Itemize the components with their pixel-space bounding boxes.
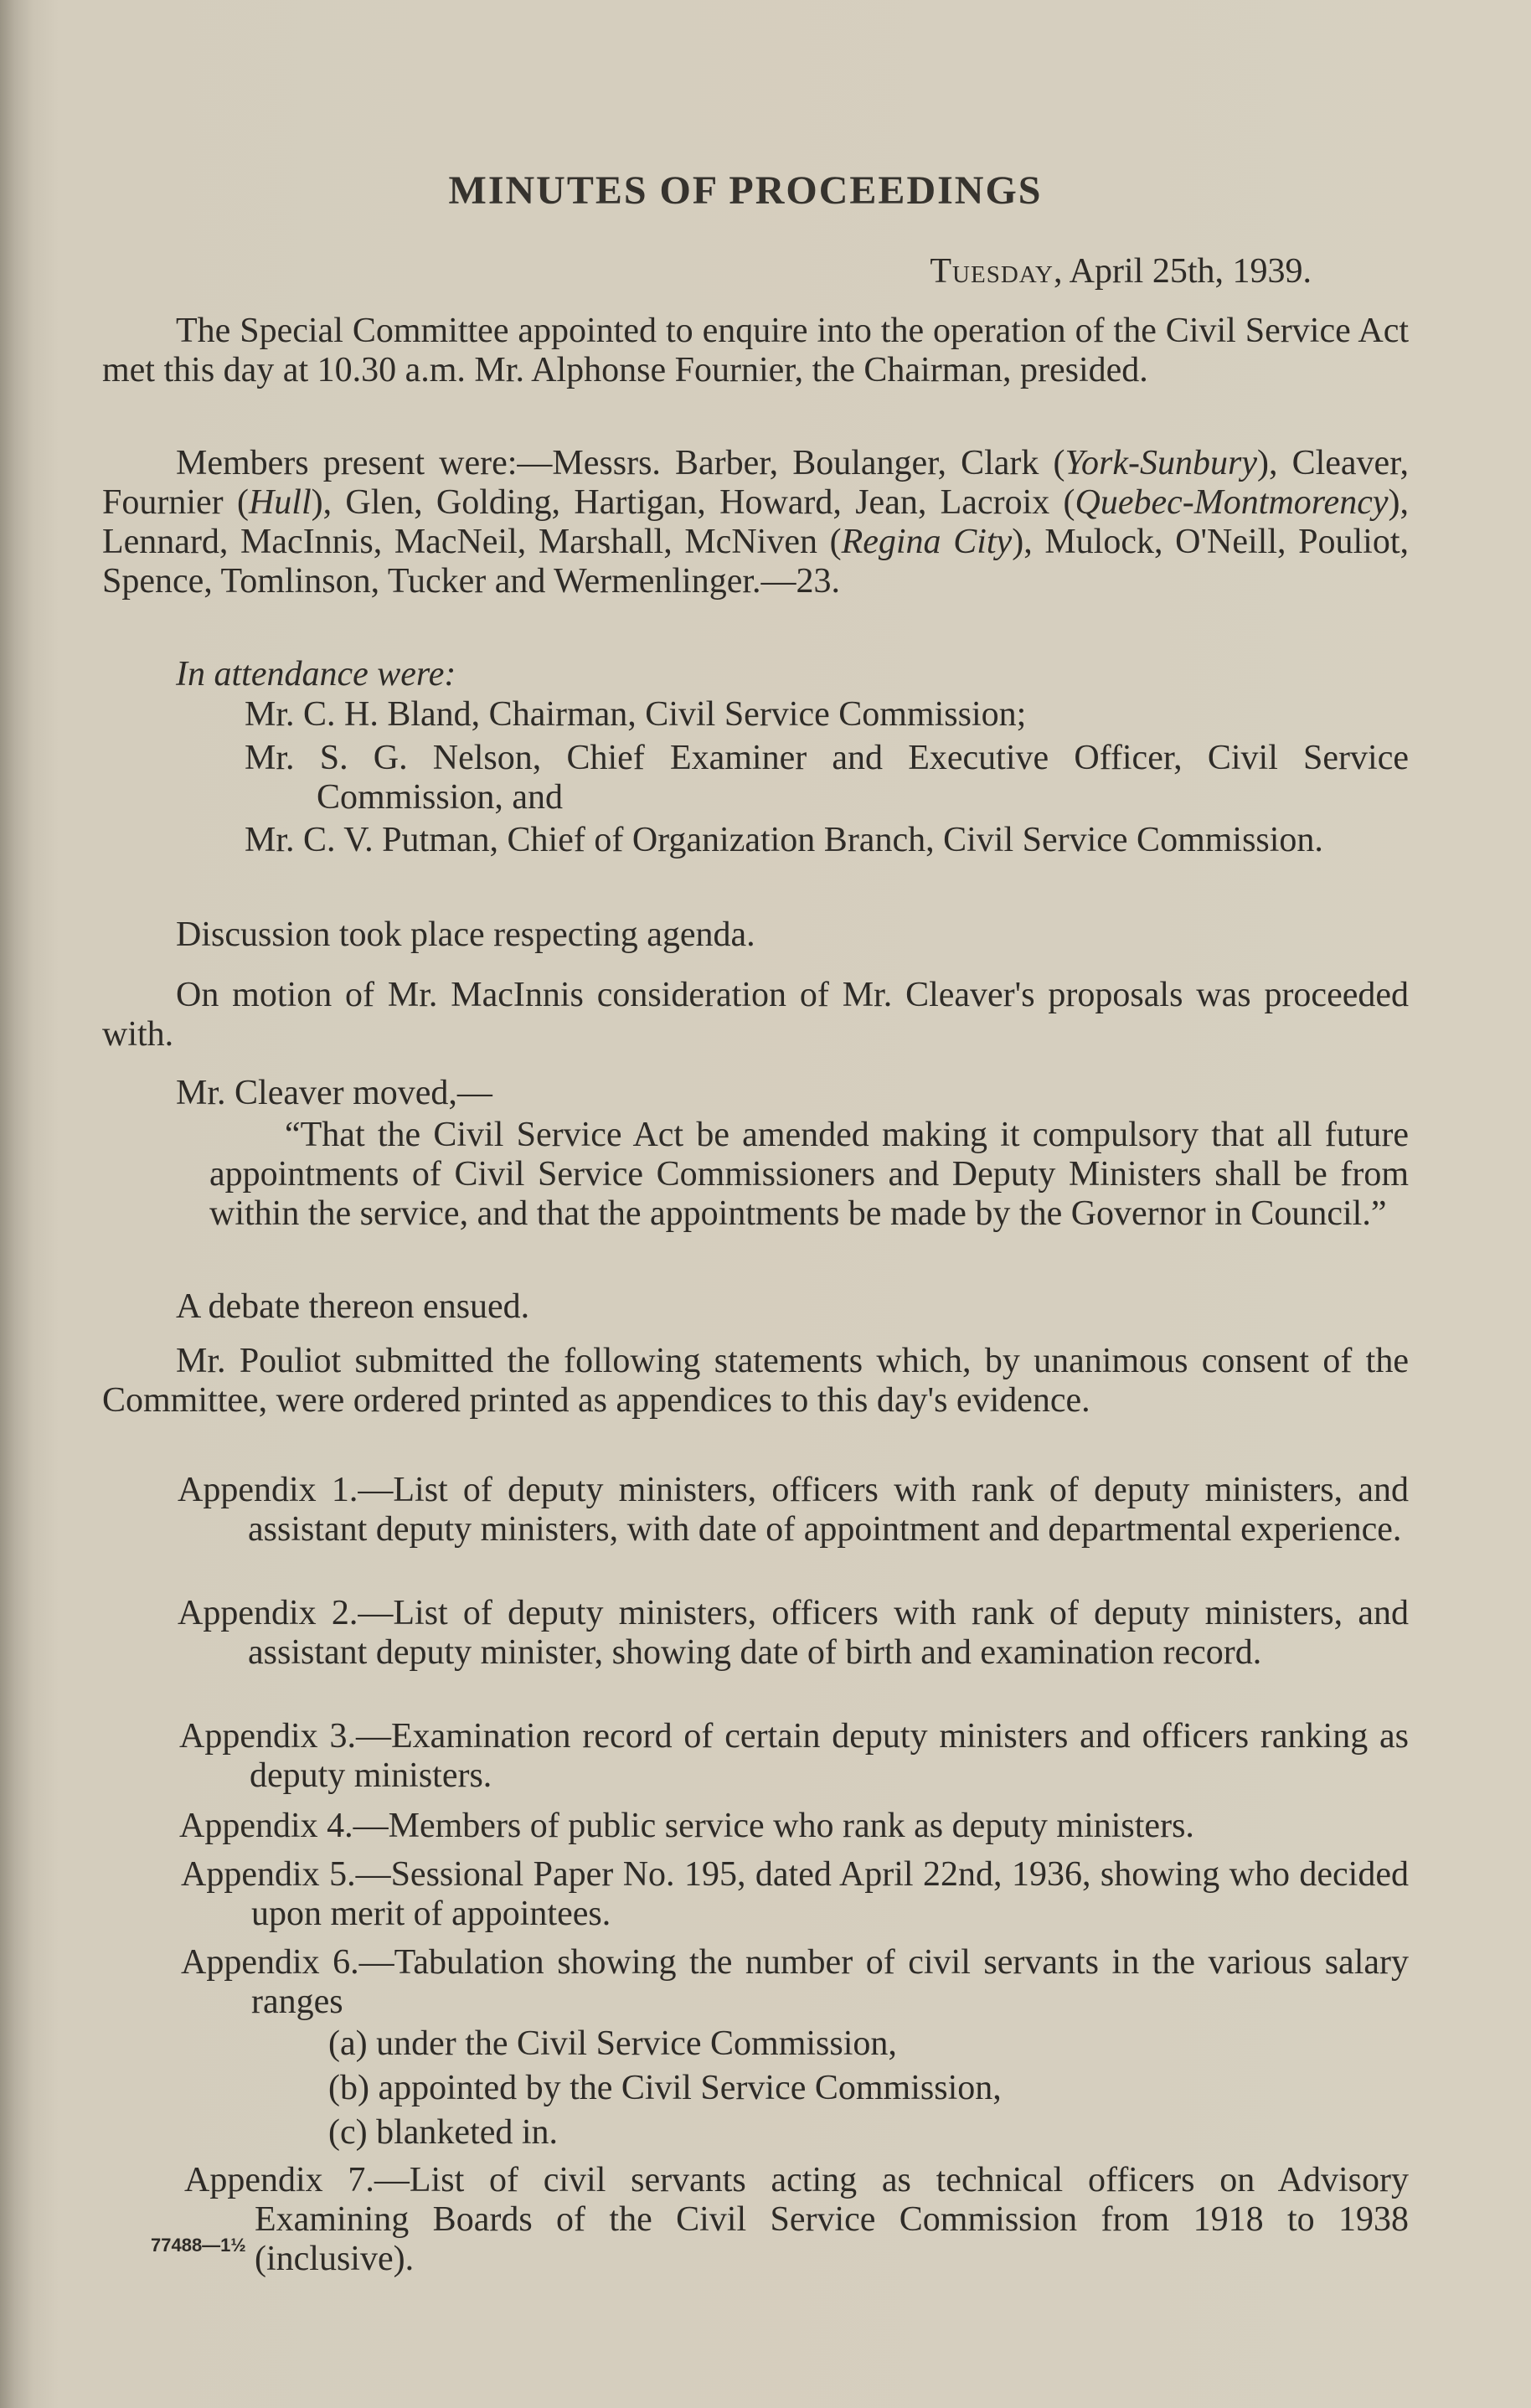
appendix-7: Appendix 7.—List of civil servants acting as technical officers on Advisory Examining Boards of the Civil Service Commission from 1918 to 1938 (inclusive).: [184, 2161, 1409, 2278]
appendix-6-item-b: (b) appointed by the Civil Service Commission,: [328, 2069, 1002, 2107]
members-text-e: ), Glen, Golding, Hartigan, Howard, Jean, Lacroix (: [311, 483, 1075, 522]
members-text-g: ), Lennard, MacInnis, MacNeil, Marshall, McNiven (: [102, 483, 1409, 561]
members-riding-york: York-Sunbury: [1064, 444, 1257, 482]
page-title: MINUTES OF PROCEEDINGS: [448, 168, 1043, 213]
appendix-5: Appendix 5.—Sessional Paper No. 195, dated April 22nd, 1936, showing who decided upon merit of appointees.: [181, 1855, 1409, 1933]
attendance-bland: Mr. C. H. Bland, Chairman, Civil Service Commission;: [245, 695, 1027, 734]
pouliot-paragraph: Mr. Pouliot submitted the following statements which, by unanimous consent of the Committee, were ordered printed as appendices to this day's evidence.: [102, 1342, 1409, 1420]
attendance-nelson: Mr. S. G. Nelson, Chief Examiner and Executive Officer, Civil Service Commission, and: [245, 739, 1409, 817]
discussion-paragraph: Discussion took place respecting agenda.: [176, 915, 755, 954]
motion-quote: “That the Civil Service Act be amended making it compulsory that all future appointments of Civil Service Commissioners and Deputy Ministers shall be from within the service, and that the appointments be made by the Governor in Council.”: [209, 1116, 1409, 1233]
members-text-i: ), Mulock, O'Neill, Pouliot, Spence, Tomlinson, Tucker and Wermenlinger.—23.: [102, 523, 1409, 601]
appendix-4: Appendix 4.—Members of public service who rank as deputy ministers.: [179, 1807, 1194, 1845]
members-paragraph: [102, 444, 1409, 601]
appendix-1: Appendix 1.—List of deputy ministers, officers with rank of deputy ministers, and assistant deputy ministers, with date of appointment and departmental experience.: [178, 1471, 1409, 1549]
debate-line: A debate thereon ensued.: [176, 1287, 530, 1326]
attendance-putman: Mr. C. V. Putman, Chief of Organization Branch, Civil Service Commission.: [245, 821, 1323, 859]
date-rest: , April 25th, 1939.: [1053, 252, 1312, 291]
appendix-6-item-c: (c) blanketed in.: [328, 2113, 559, 2152]
moved-line: Mr. Cleaver moved,—: [176, 1074, 492, 1112]
appendix-2: Appendix 2.—List of deputy ministers, officers with rank of deputy ministers, and assistant deputy minister, showing date of birth and examination record.: [178, 1594, 1409, 1672]
members-riding-hull: Hull: [248, 483, 312, 522]
members-riding-quebec: Quebec-Montmorency: [1075, 483, 1389, 522]
opening-paragraph: The Special Committee appointed to enquire into the operation of the Civil Service Act met this day at 10.30 a.m. Mr. Alphonse Fournier, the Chairman, presided.: [102, 312, 1409, 389]
meeting-date: [930, 251, 1312, 291]
print-code: 77488—1½: [151, 2235, 246, 2256]
motion-paragraph: On motion of Mr. MacInnis consideration of Mr. Cleaver's proposals was proceeded with.: [102, 976, 1409, 1054]
members-text-c: ), Cleaver, Fournier (: [102, 444, 1409, 522]
members-text-a: Members present were:—Messrs. Barber, Boulanger, Clark (: [176, 444, 1065, 482]
attendance-label: In attendance were:: [176, 655, 456, 694]
appendix-6: Appendix 6.—Tabulation showing the number of civil servants in the various salary ranges: [181, 1943, 1409, 2021]
appendix-3: Appendix 3.—Examination record of certain deputy ministers and officers ranking as deputy ministers.: [179, 1717, 1409, 1795]
members-riding-regina: Regina City: [841, 523, 1013, 561]
appendix-6-item-a: (a) under the Civil Service Commission,: [328, 2024, 897, 2063]
date-weekday: Tuesday: [930, 252, 1054, 291]
